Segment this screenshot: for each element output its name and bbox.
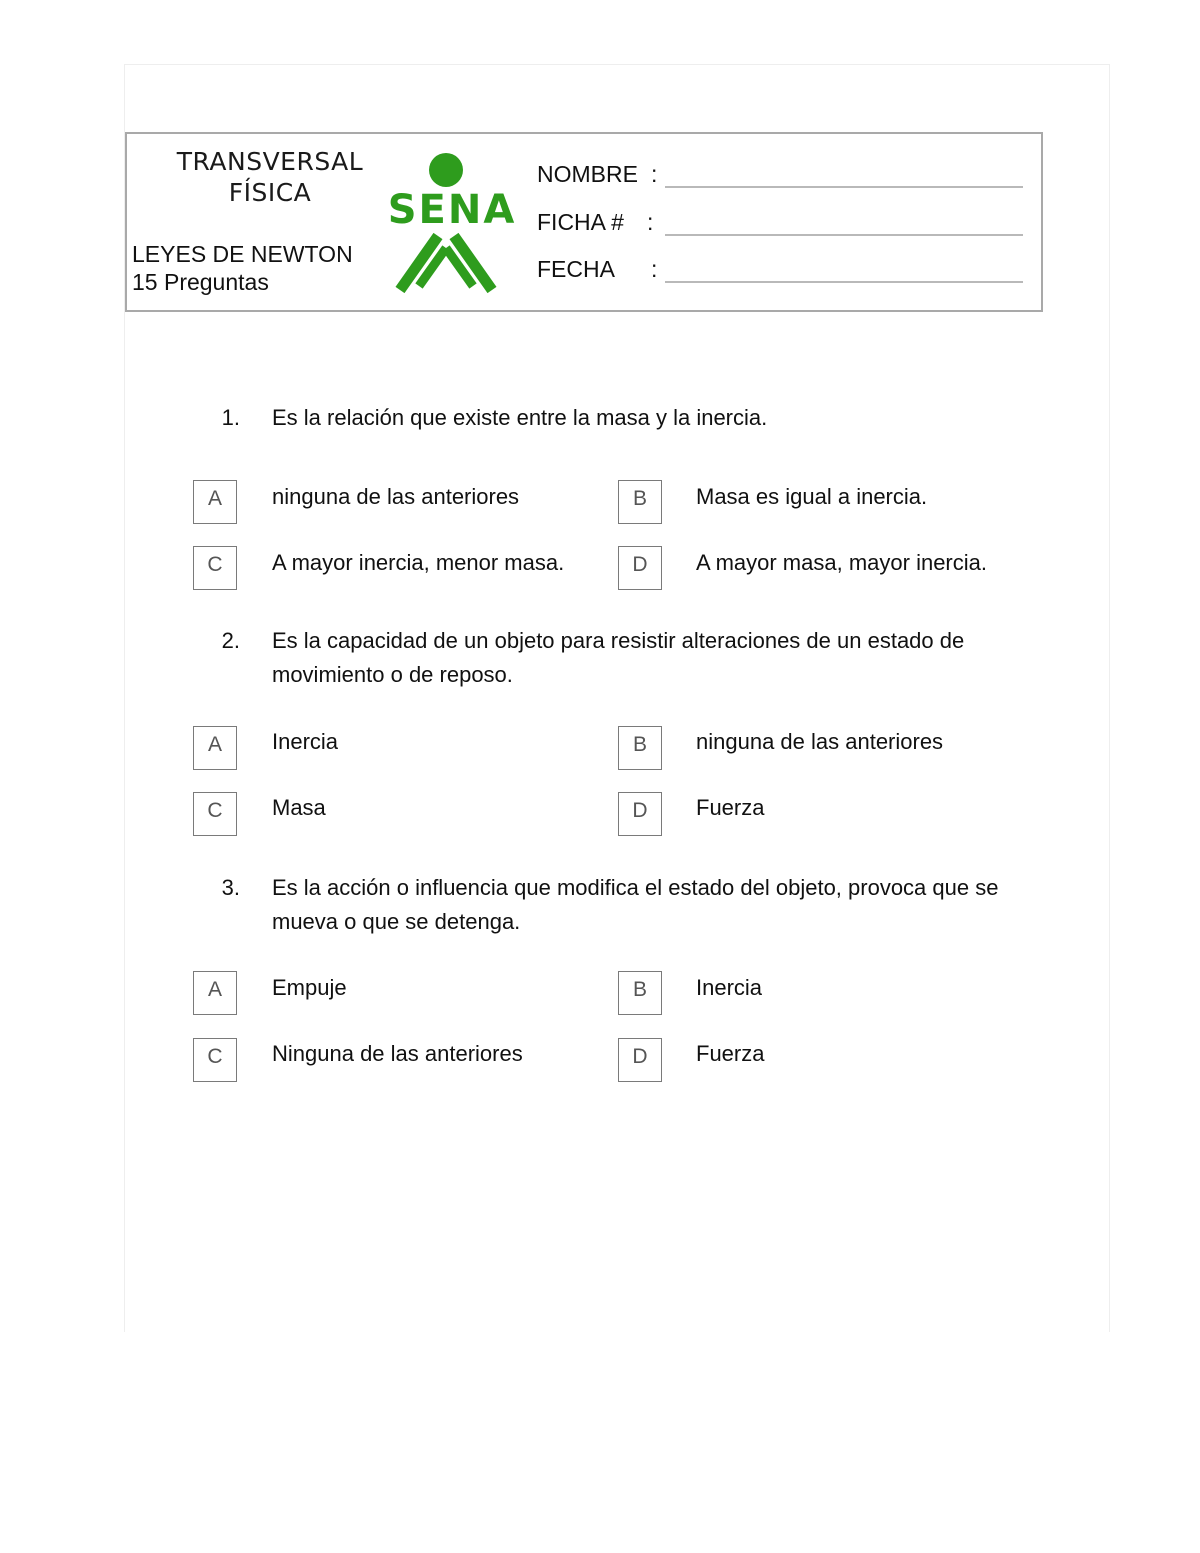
question-2-option-d-text: Fuerza — [696, 795, 765, 820]
course-title-line2: FÍSICA — [228, 178, 312, 207]
question-1-number: 1. — [221, 405, 240, 430]
ficha-line[interactable] — [665, 234, 1023, 236]
question-3-number: 3. — [221, 875, 240, 900]
date-colon: : — [651, 256, 658, 282]
sena-logo-text: SENA — [387, 187, 517, 233]
ficha-label: FICHA # — [537, 209, 624, 235]
question-2-number: 2. — [221, 628, 240, 653]
question-3-option-a-box[interactable]: A — [193, 971, 237, 1015]
date-line[interactable] — [665, 281, 1023, 283]
question-3-option-d-box[interactable]: D — [618, 1038, 662, 1082]
question-1-text: Es la relación que existe entre la masa y la inercia. — [272, 405, 768, 430]
name-line[interactable] — [665, 186, 1023, 188]
question-1-option-c-box[interactable]: C — [193, 546, 237, 590]
date-label: FECHA — [537, 256, 615, 282]
question-2-option-c-text: Masa — [272, 795, 326, 820]
name-colon: : — [651, 161, 658, 187]
question-1-option-b-box[interactable]: B — [618, 480, 662, 524]
question-1-option-d-box[interactable]: D — [618, 546, 662, 590]
question-3-option-c-box[interactable]: C — [193, 1038, 237, 1082]
ficha-colon: : — [647, 209, 654, 235]
question-1-option-a-box[interactable]: A — [193, 480, 237, 524]
question-2-option-d-box[interactable]: D — [618, 792, 662, 836]
question-3-option-b-text: Inercia — [696, 975, 763, 1000]
question-2-option-c-box[interactable]: C — [193, 792, 237, 836]
question-1-option-c-text: A mayor inercia, menor masa. — [272, 550, 565, 575]
question-2-option-a-text: Inercia — [272, 729, 339, 754]
question-3-option-c-text: Ninguna de las anteriores — [272, 1041, 523, 1066]
course-title-line1: TRANSVERSAL — [176, 147, 364, 176]
topic-label: LEYES DE NEWTON — [132, 241, 353, 267]
question-1-option-a-text: ninguna de las anteriores — [272, 484, 520, 509]
exam-topic — [132, 240, 353, 296]
question-1-option-b-text: Masa es igual a inercia. — [696, 484, 928, 509]
course-title — [150, 146, 390, 208]
question-2-option-b-box[interactable]: B — [618, 726, 662, 770]
sena-logo — [376, 150, 528, 296]
question-3-text: Es la acción o influencia que modifica el estado del objeto, provoca que se mueva o que se detenga. — [272, 875, 999, 934]
question-2-option-a-box[interactable]: A — [193, 726, 237, 770]
question-3-option-b-box[interactable]: B — [618, 971, 662, 1015]
question-2-option-b-text: ninguna de las anteriores — [696, 729, 944, 754]
question-3-option-a-text: Empuje — [272, 975, 347, 1000]
question-2-text: Es la capacidad de un objeto para resistir alteraciones de un estado de movimiento o de reposo. — [272, 628, 965, 687]
name-label: NOMBRE — [537, 161, 638, 187]
question-3-option-d-text: Fuerza — [696, 1041, 765, 1066]
question-count: 15 Preguntas — [132, 269, 269, 295]
question-1-option-d-text: A mayor masa, mayor inercia. — [696, 550, 987, 575]
